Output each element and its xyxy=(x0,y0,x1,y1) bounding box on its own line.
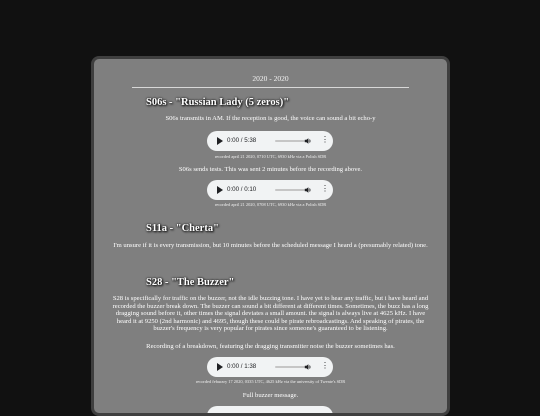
section-note: S06s sends tests. This was sent 2 minutes before the recording above. xyxy=(178,166,363,173)
section-text: I'm unsure if it is every transmission, but 10 minutes before the scheduled message I heard a (presumably related) tone. xyxy=(113,242,428,249)
audio-time: 0:00 / 5:38 xyxy=(227,137,257,144)
audio-player[interactable] xyxy=(207,357,333,377)
more-options-icon[interactable]: ⋮ xyxy=(321,361,329,370)
volume-icon[interactable] xyxy=(304,186,312,194)
audio-player[interactable] xyxy=(207,406,333,416)
section-text: S28 is specifically for traffic on the buzzer, not the idle buzzing tone. I have yet to hear any traffic, but i have heard and recorded the buzzer break down. The buzzer can sound a bit different at different times. Sometimes, the buzz has a long dragging sound before it, other times the signal deviates a small amount. the signal is always live at 4625 kHz. I have heard it at 9250 (2nd harmonic) and 4695, though these could be pirate rebroadcastings. And speaking of pirates, the buzzer's frequency is very popular for pirates since someone's guaranteed to be listening. xyxy=(112,295,429,333)
section-title-s28: S28 - "The Buzzer" xyxy=(146,277,235,288)
play-icon[interactable] xyxy=(217,137,223,145)
more-options-icon[interactable]: ⋮ xyxy=(321,184,329,193)
section-title-s11a: S11a - "Cherta" xyxy=(146,223,219,234)
more-options-icon[interactable]: ⋮ xyxy=(321,135,329,144)
recording-caption: recorded april 21 2020, 0710 UTC, 6930 kHz via a Polish SDR xyxy=(214,154,327,159)
play-icon[interactable] xyxy=(217,363,223,371)
date-range: 2020 - 2020 xyxy=(252,74,289,83)
section-text: Recording of a breakdown, featuring the dragging transmitter noise the buzzer sometimes has. xyxy=(146,343,395,350)
volume-icon[interactable] xyxy=(304,137,312,145)
section-text: S06s transmits in AM. If the reception is good, the voice can sound a bit echo-y xyxy=(165,115,376,122)
divider xyxy=(132,87,409,88)
audio-time: 0:00 / 0:10 xyxy=(227,186,257,193)
section-note: Full buzzer message. xyxy=(242,392,299,399)
audio-player[interactable] xyxy=(207,131,333,151)
recording-caption: recorded feburary 17 2020, 0335 UTC, 4625 kHz via the university of Twente's SDR xyxy=(195,379,346,384)
play-icon[interactable] xyxy=(217,186,223,194)
audio-time: 0:00 / 1:38 xyxy=(227,363,257,370)
content-panel xyxy=(91,56,450,416)
section-title-s06s: S06s - "Russian Lady (5 zeros)" xyxy=(146,97,290,108)
audio-player[interactable] xyxy=(207,180,333,200)
volume-icon[interactable] xyxy=(304,363,312,371)
recording-caption: recorded april 21 2020, 0708 UTC, 6930 kHz via a Polish SDR xyxy=(214,202,327,207)
